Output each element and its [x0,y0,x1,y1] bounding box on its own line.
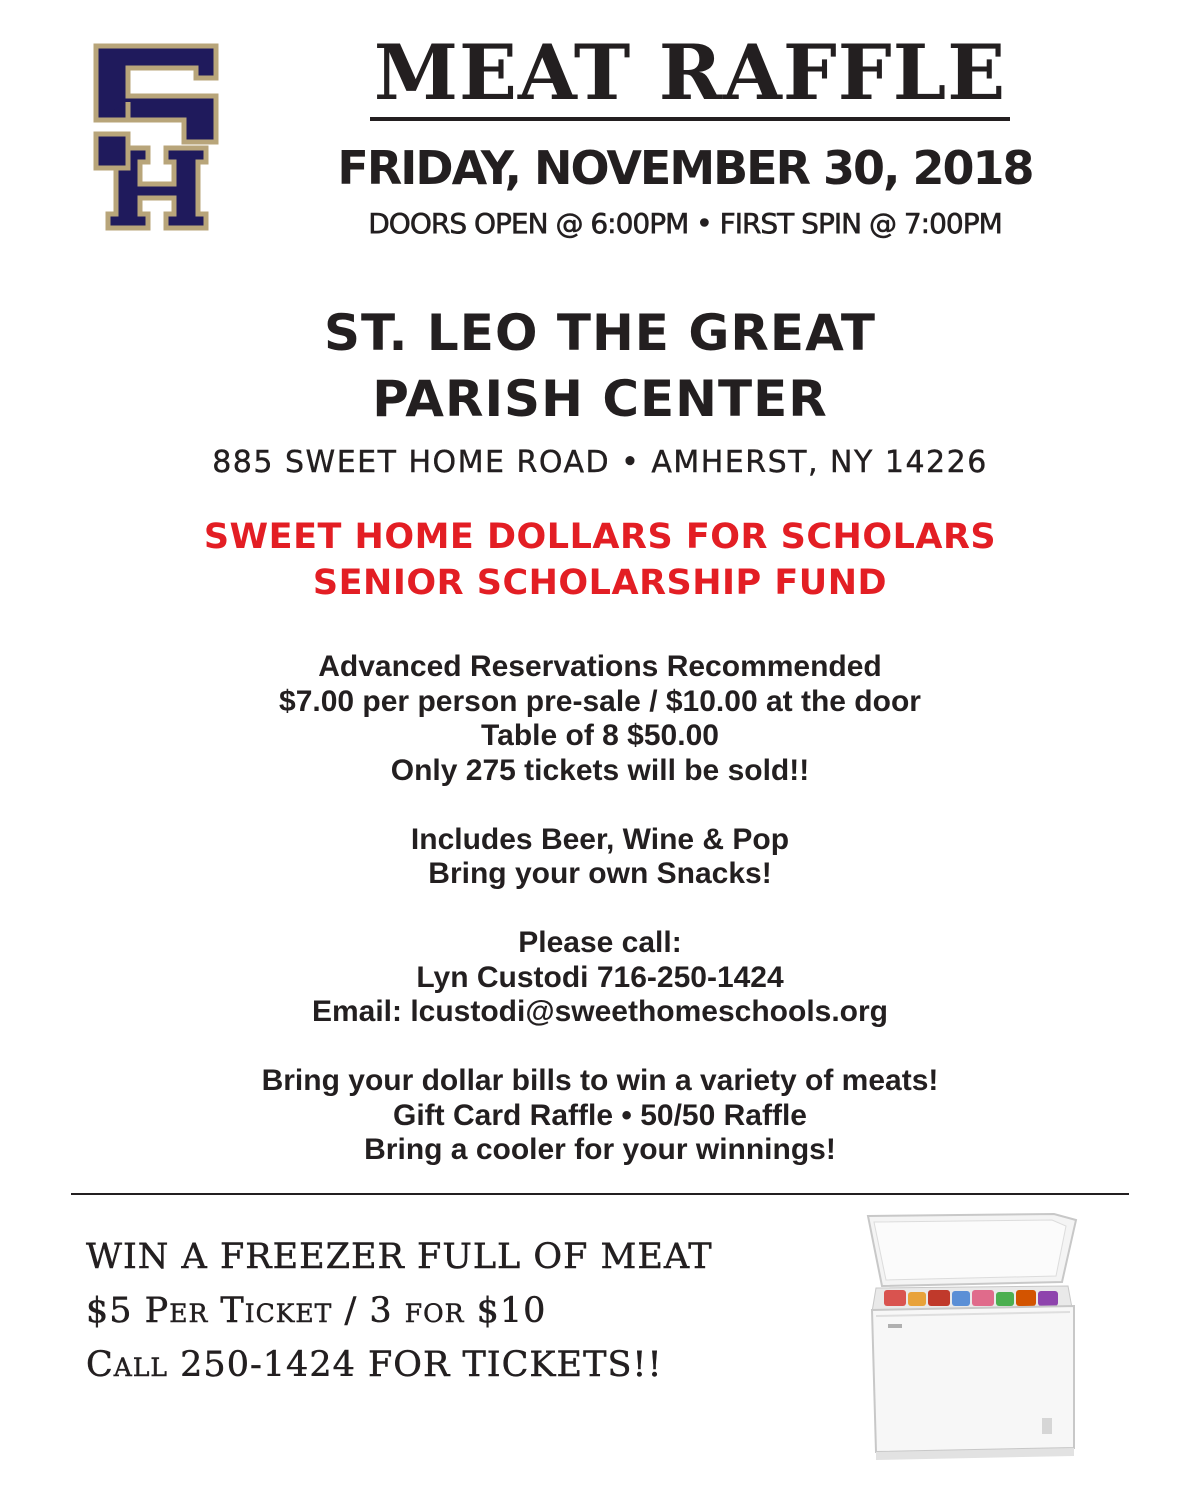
info-line: Bring a cooler for your winnings! [364,1133,836,1166]
fund-name-line: SWEET HOME DOLLARS FOR SCHOLARS [203,517,997,557]
venue-name-line: PARISH CENTER [372,370,828,428]
contact-block [0,926,1200,1030]
venue-name-line: ST. LEO THE GREAT [324,304,876,362]
freezer-promo-line: $5 Per Ticket / 3 for $10 [86,1291,547,1331]
info-line: Table of 8 $50.00 [481,719,719,752]
freezer-promo [86,1230,846,1392]
info-line: Only 275 tickets will be sold!! [390,753,810,787]
extras-block [0,1064,1200,1168]
sh-school-logo [84,38,230,234]
contact-email[interactable]: Email: lcustodi@sweethomeschools.org [311,995,889,1028]
divider [71,1193,1129,1195]
event-info [0,650,1200,1202]
event-times: DOORS OPEN @ 6:00PM • FIRST SPIN @ 7:00PM [368,207,1002,240]
fund-name-line: SENIOR SCHOLARSHIP FUND [312,563,888,603]
info-line: Bring your dollar bills to win a variety of meats! [261,1064,939,1097]
info-line: Includes Beer, Wine & Pop [410,822,790,856]
event-date: FRIDAY, NOVEMBER 30, 2018 [337,141,1033,195]
info-line: Bring your own Snacks! [428,857,772,890]
info-line: Gift Card Raffle • 50/50 Raffle [393,1098,807,1132]
venue-name [0,300,1200,432]
info-line: $7.00 per person pre-sale / $10.00 at the door [279,684,921,718]
info-line: Please call: [518,926,682,959]
includes-block [0,823,1200,892]
info-line: Advanced Reservations Recommended [318,650,882,683]
event-title: MEAT RAFFLE [290,30,1090,116]
chest-freezer-icon [862,1212,1088,1468]
fund-name [0,514,1200,606]
venue-address: 885 SWEET HOME ROAD • AMHERST, NY 14226 [212,445,988,480]
freezer-promo-line: WIN A FREEZER FULL OF MEAT [86,1237,713,1277]
freezer-promo-line: Call 250-1424 FOR TICKETS!! [86,1345,663,1385]
tickets-block [0,650,1200,788]
info-line: Lyn Custodi 716-250-1424 [416,960,784,994]
